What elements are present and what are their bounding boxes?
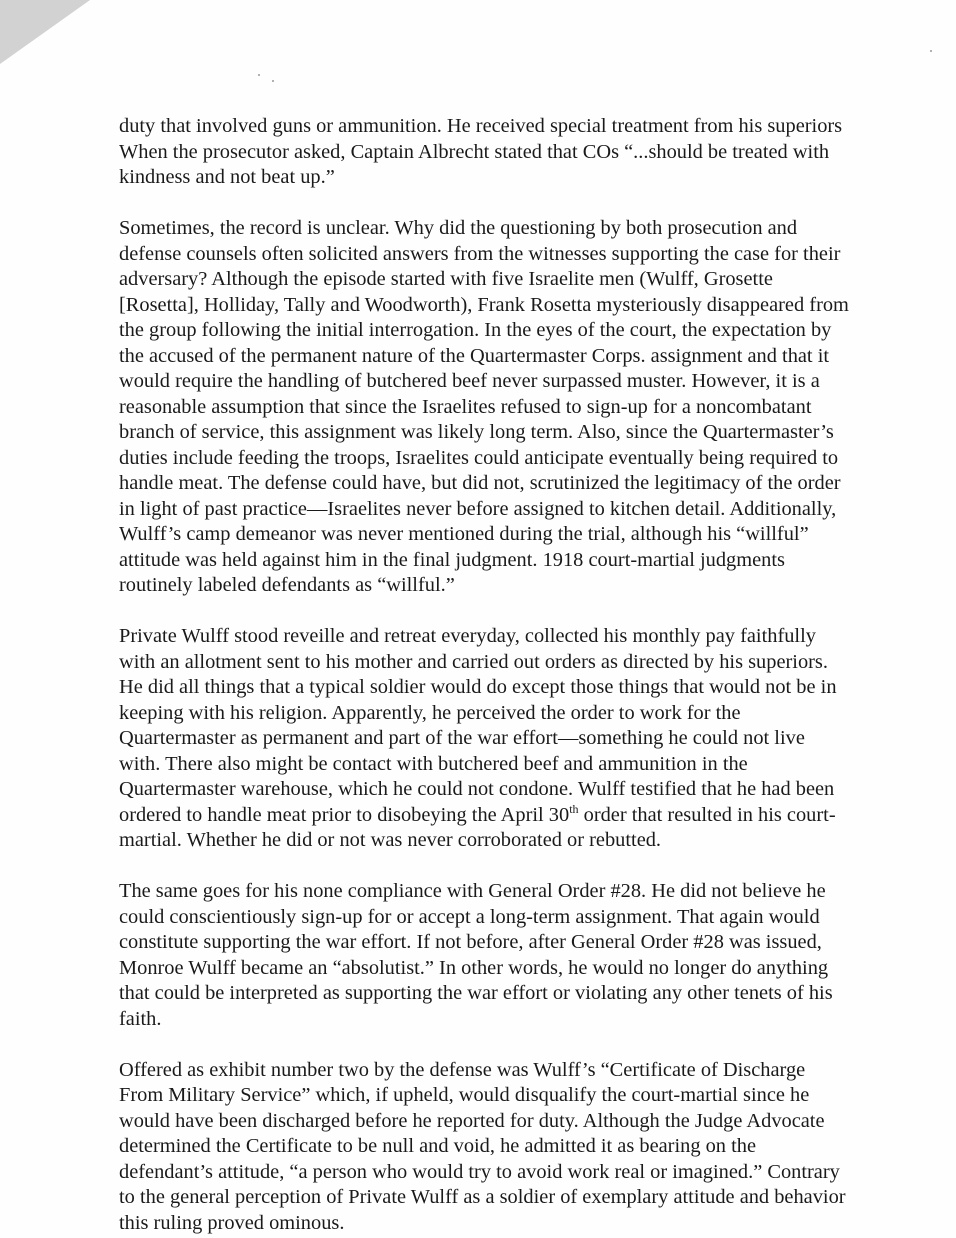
paragraph-5: Offered as exhibit number two by the defense was Wulff’s “Certificate of Discharge From Military Service” which, if upheld, would disqualify the court-martial since he would have been discharged before he reported for duty. Although the Judge Advocate determined the Certificate to be null and void, he admitted it as bearing on the defendant’s attitude, “a person who would try to avoid work real or imagined.” Contrary to the general perception of Private Wulff as a soldier of exemplary attitude and behavior this ruling proved ominous. (119, 1058, 846, 1234)
scan-speck (272, 80, 274, 82)
paragraph-3-text: Private Wulff stood reveille and retreat everyday, collected his monthly pay faithfully with an allotment sent to his mother and carried out orders as directed by his superiors. He did all things that a typical soldier would do except those things that would not be in keeping with his religion. Apparently, he perceived the order to work for the Quartermaster as permanent and part of the war effort—something he could not live with. There also might be contact with butchered beef and ammunition in the Quartermaster warehouse, which he could not condone. Wulff testified that he had been ordered to handle meat prior to disobeying the April 30 (119, 625, 837, 826)
paragraph-2: Sometimes, the record is unclear. Why did the questioning by both prosecution and defense counsels often solicited answers from the witnesses supporting the case for their adversary? Although the episode started with five Israelite men (Wulff, Grosette [Rosetta], Holliday, Tally and Woodworth), Frank Rosetta mysteriously disappeared from the group following the initial interrogation. In the eyes of the court, the expectation by the accused of the permanent nature of the Quartermaster Corps. assignment and that it would require the handling of butchered beef never surpassed muster. However, it is a reasonable assumption that since the Israelites refused to sign-up for a noncombatant branch of service, this assignment was likely long term. Also, since the Quartermaster’s duties include feeding the troops, Israelites could anticipate eventually being required to handle meat. The defense could have, but did not, scrutinized the legitimacy of the order in light of past practice—Israelites never before assigned to kitchen detail. Additionally, Wulff’s camp demeanor was never mentioned during the trial, although his “willful” attitude was held against him in the final judgment. 1918 court-martial judgments routinely labeled defendants as “willful.” (119, 217, 849, 596)
scan-speck (258, 74, 260, 76)
folded-corner (0, 0, 90, 64)
ordinal-superscript: th (569, 801, 579, 816)
document-body (119, 114, 909, 1238)
paragraph-3-tail: order that resulted in his court- martial. Whether he did or not was never corroborated or rebutted. (119, 803, 836, 851)
paragraph-3 (119, 624, 909, 854)
paragraph-1: duty that involved guns or ammunition. He received special treatment from his superiors When the prosecutor asked, Captain Albrecht stated that COs “...should be treated with kindness and not beat up.” (119, 115, 843, 188)
scan-speck (930, 50, 932, 52)
paragraph-4: The same goes for his none compliance with General Order #28. He did not believe he could conscientiously sign-up for or accept a long-term assignment. That again would constitute supporting the war effort. If not before, after General Order #28 was issued, Monroe Wulff became an “absolutist.” In other words, he would no longer do anything that could be interpreted as supporting the war effort or violating any other tenets of his faith. (119, 880, 833, 1030)
